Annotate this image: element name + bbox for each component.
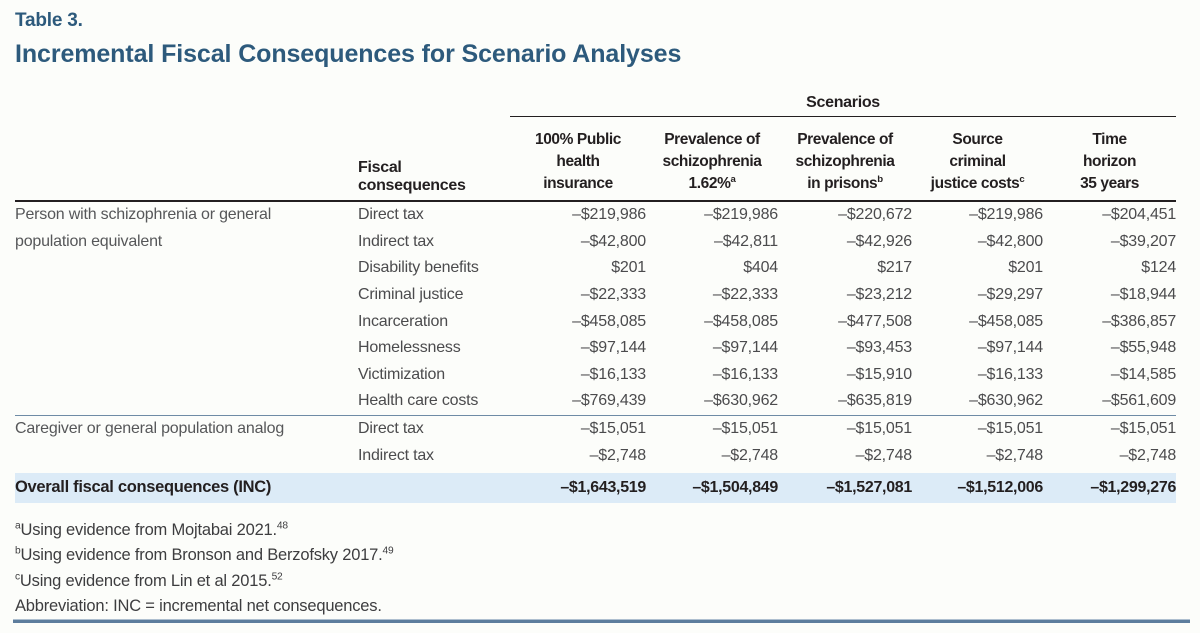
cell-value: –$97,144 bbox=[580, 339, 646, 357]
scenario-column-header: 100% Public health insurance bbox=[510, 117, 646, 201]
cell-value: –$16,133 bbox=[977, 365, 1043, 383]
cell-value: –$29,297 bbox=[977, 286, 1043, 304]
overall-label: Overall fiscal consequences (INC) bbox=[15, 471, 510, 503]
cell-value: –$2,748 bbox=[855, 446, 912, 464]
page-title: Incremental Fiscal Consequences for Scenario Analyses bbox=[15, 40, 682, 68]
overall-row bbox=[15, 471, 1176, 503]
footnote: $^a$Using evidence from Mojtabai 2021.48 bbox=[15, 520, 288, 539]
scenarios-header-label: Scenarios bbox=[806, 94, 880, 111]
cell-value: –$2,748 bbox=[1119, 446, 1177, 464]
overall-value: –$1,527,081 bbox=[778, 471, 912, 503]
footnotes bbox=[15, 518, 1200, 620]
cell-value: –$220,672 bbox=[838, 206, 912, 224]
row-group-label: Person with schizophrenia or general population equivalent bbox=[15, 206, 272, 250]
cell-value: –$561,609 bbox=[1102, 392, 1177, 410]
scenario-column-header: Prevalence of schizophrenia in prisons$^b$ bbox=[778, 117, 912, 201]
group-header-spacer bbox=[15, 117, 358, 201]
cell-value: –$22,333 bbox=[712, 286, 778, 304]
cell-value: –$630,962 bbox=[969, 392, 1043, 410]
cell-value: –$15,051 bbox=[778, 415, 912, 442]
cell-value: –$204,451 bbox=[1102, 206, 1177, 224]
cell-value: –$458,085 bbox=[704, 312, 778, 330]
footnote: Abbreviation: INC = incremental net consequences. bbox=[15, 597, 382, 616]
scenarios-header-spacer bbox=[15, 87, 510, 117]
row-label: Victimization bbox=[358, 365, 445, 383]
fiscal-consequences-header: Fiscal consequences bbox=[358, 117, 510, 201]
cell-value: –$477,508 bbox=[838, 312, 912, 330]
cell-value: –$15,051 bbox=[510, 415, 646, 442]
scenario-column-header: Time horizon 35 years bbox=[1043, 117, 1176, 201]
footnote: $^b$Using evidence from Bronson and Berzofsky 2017.49 bbox=[15, 545, 394, 565]
bottom-rule bbox=[13, 619, 1190, 623]
cell-value: –$42,811 bbox=[714, 232, 778, 250]
overall-value: –$1,504,849 bbox=[646, 471, 778, 503]
cell-value: –$16,133 bbox=[712, 365, 778, 383]
row-label: Indirect tax bbox=[358, 232, 434, 250]
cell-value: $124 bbox=[1141, 259, 1177, 277]
cell-value: –$15,051 bbox=[646, 415, 778, 442]
table-row bbox=[15, 415, 1176, 442]
cell-value: –$16,133 bbox=[580, 365, 646, 383]
cell-value: –$2,748 bbox=[589, 446, 646, 464]
row-label: Health care costs bbox=[358, 392, 479, 410]
overall-value: –$1,512,006 bbox=[912, 471, 1043, 503]
cell-value: –$15,910 bbox=[846, 365, 912, 383]
cell-value: –$769,439 bbox=[572, 392, 646, 410]
cell-value: –$42,800 bbox=[580, 232, 646, 250]
row-label: Criminal justice bbox=[358, 286, 464, 304]
cell-value: –$15,051 bbox=[1043, 415, 1176, 442]
cell-value: –$97,144 bbox=[977, 339, 1043, 357]
cell-value: –$14,585 bbox=[1110, 365, 1177, 383]
footnote: $^c$Using evidence from Lin et al 2015.52 bbox=[15, 571, 283, 590]
row-label: Disability benefits bbox=[358, 259, 479, 277]
cell-value: $201 bbox=[611, 259, 646, 277]
row-group-label: Caregiver or general population analog bbox=[15, 415, 358, 471]
cell-value: –$635,819 bbox=[838, 392, 912, 410]
cell-value: –$630,962 bbox=[704, 392, 778, 410]
row-label: Indirect tax bbox=[358, 446, 434, 464]
overall-value: –$1,643,519 bbox=[510, 471, 646, 503]
row-label: Direct tax bbox=[358, 206, 424, 224]
table-row bbox=[15, 201, 1176, 229]
cell-value: $217 bbox=[877, 259, 912, 277]
cell-value: –$23,212 bbox=[846, 286, 912, 304]
cell-value: –$42,800 bbox=[977, 232, 1043, 250]
cell-value: –$39,207 bbox=[1110, 232, 1177, 250]
cell-value: –$55,948 bbox=[1110, 339, 1177, 357]
row-label: Incarceration bbox=[358, 312, 448, 330]
row-label: Direct tax bbox=[358, 415, 510, 442]
cell-value: –$42,926 bbox=[846, 232, 912, 250]
overall-value: –$1,299,276 bbox=[1043, 471, 1176, 503]
cell-value: $201 bbox=[1008, 259, 1043, 277]
cell-value: –$386,857 bbox=[1102, 312, 1177, 330]
cell-value: –$219,986 bbox=[572, 206, 646, 224]
scenarios-underline bbox=[510, 94, 1176, 117]
cell-value: –$22,333 bbox=[580, 286, 646, 304]
cell-value: –$97,144 bbox=[712, 339, 778, 357]
cell-value: –$458,085 bbox=[572, 312, 646, 330]
cell-value: –$18,944 bbox=[1110, 286, 1177, 304]
scenarios-header-cell bbox=[510, 87, 1176, 117]
cell-value: –$458,085 bbox=[969, 312, 1043, 330]
cell-value: –$93,453 bbox=[846, 339, 912, 357]
cell-value: –$15,051 bbox=[912, 415, 1043, 442]
scenario-column-header: Prevalence of schizophrenia 1.62%$^a$ bbox=[646, 117, 778, 201]
cell-value: –$2,748 bbox=[986, 446, 1043, 464]
scenarios-header-row bbox=[15, 87, 1176, 117]
cell-value: $404 bbox=[743, 259, 778, 277]
cell-value: –$219,986 bbox=[704, 206, 778, 224]
cell-value: –$219,986 bbox=[969, 206, 1043, 224]
fiscal-consequences-table bbox=[15, 87, 1176, 503]
table-number-label: Table 3. bbox=[15, 10, 83, 31]
column-header-row bbox=[15, 117, 1176, 201]
row-label: Homelessness bbox=[358, 339, 461, 357]
scenario-column-header: Source criminal justice costs$^c$ bbox=[912, 117, 1043, 201]
cell-value: –$2,748 bbox=[721, 446, 778, 464]
